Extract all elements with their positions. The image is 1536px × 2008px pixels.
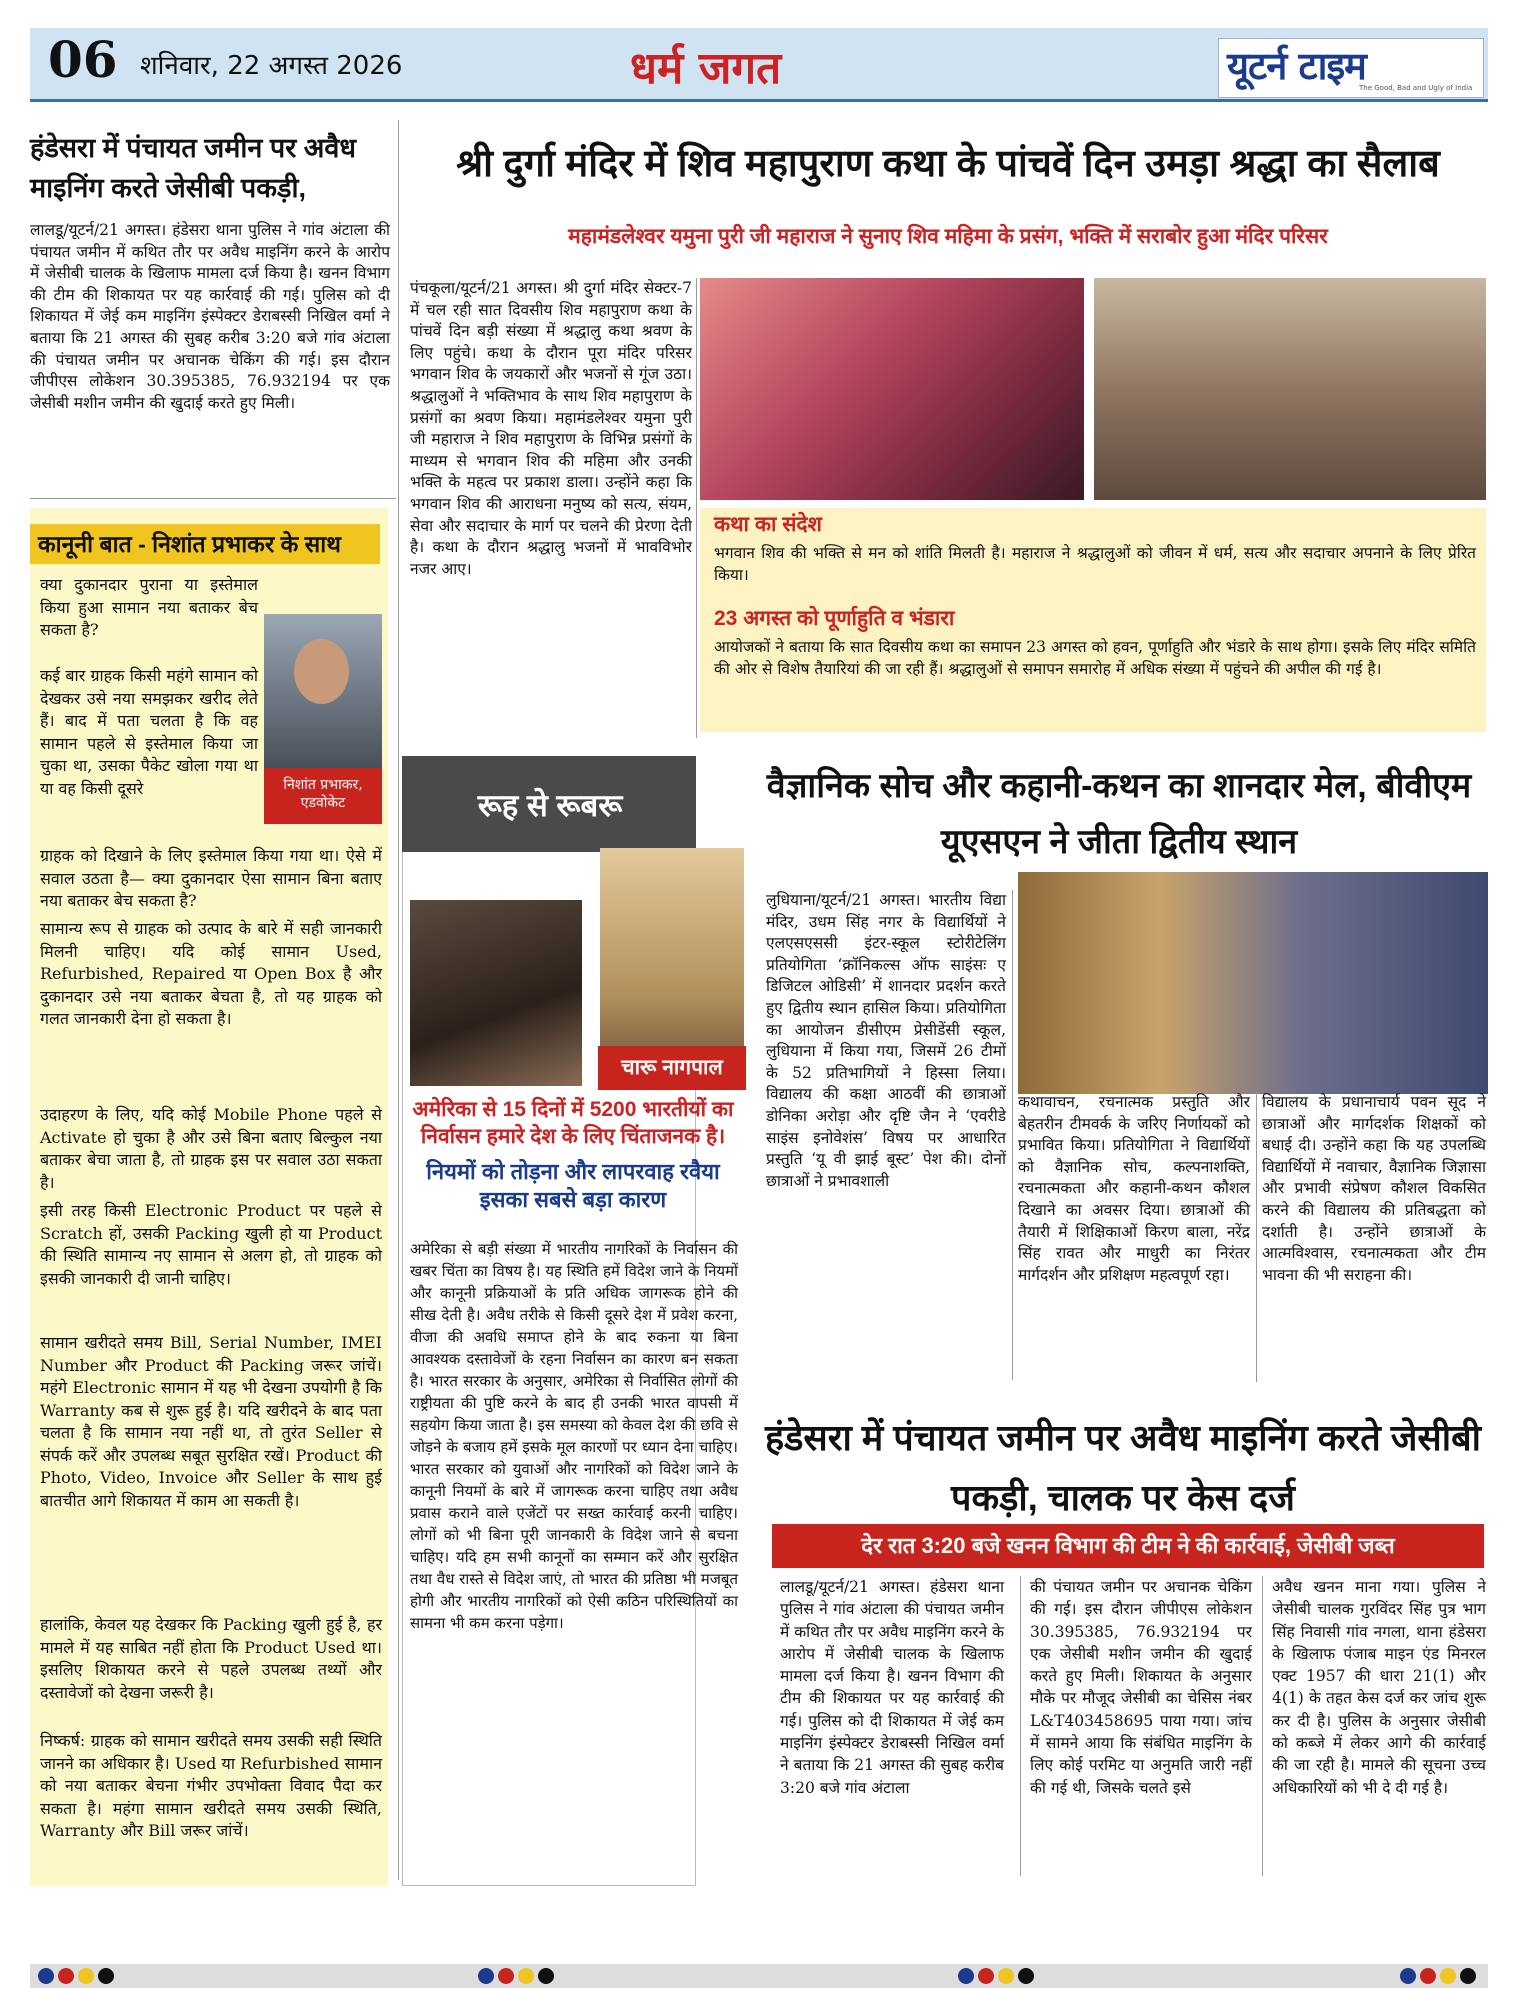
column-rule [398,120,399,1880]
legal-paragraph: उदाहरण के लिए, यदि कोई Mobile Phone पहले से Activate हो चुका है और उसे बिना बताए बिल्कुल नया बताकर बेचा जाता है, तो ग्राहक इस पर सवाल उठा सकता है। [40,1105,382,1192]
info-box-text: आयोजकों ने बताया कि सात दिवसीय कथा का समापन 23 अगस्त को हवन, पूर्णाहुति और भंडारे के साथ होगा। इसके लिए मंदिर समिति की ओर से विशेष तैयारियां की जा रही हैं। श्रद्धालुओं से समापन समारोह में अधिक संख्या में पहुंचने की अपील की गई है। [714,638,1476,678]
column-rule [1012,890,1013,1380]
registration-dot [498,1968,514,1984]
man-photo [410,900,582,1086]
footer-band [30,1964,1488,1988]
column-rule [696,278,697,738]
row-rule [30,498,396,499]
science-headline: वैज्ञानिक सोच और कहानी-कथन का शानदार मेल, बीवीएम यूएसएन ने जीता द्वितीय स्थान [766,767,1472,861]
column-rule [1256,1092,1257,1382]
page-number: 06 [48,30,118,89]
legal-paragraph: हालांकि, केवल यह देखकर कि Packing खुली हुई है, हर मामले में यह साबित नहीं होता कि Product Used था। इसलिए शिकायत करने से पहले उपलब्ध तथ्यों और दस्तावेजों को देखना जरूरी है। [40,1615,382,1702]
issue-date: शनिवार, 22 अगस्त 2026 [140,51,403,81]
info-box-title: 23 अगस्त को पूर्णाहुति व भंडारा [714,607,955,630]
legal-paragraph: कई बार ग्राहक किसी महंगे सामान को देखकर उसे नया समझकर खरीद लेते हैं। बाद में पता चलता है कि वह सामान पहले से इस्तेमाल किया जा चुका था, उसका पैकेट खोला गया था या वह किसी दूसरे [40,666,258,798]
durga-body: पंचकूला/यूटर्न/21 अगस्त। श्री दुर्गा मंदिर सेक्टर-7 में चल रही सात दिवसीय शिव महापुराण कथा के पांचवें दिन बड़ी संख्या में श्रद्धालु कथा श्रवण के लिए पहुंचे। कथा के दौरान पूरा मंदिर परिसर भगवान शिव के जयकारों और भजनों से गूंज उठा। श्रद्धालुओं ने भक्तिभाव के साथ शिव महापुराण के प्रसंगों का श्रवण किया। महामंडलेश्वर यमुना पुरी जी महाराज ने शिव महापुराण के विभिन्न प्रसंगों के माध्यम से भगवान शिव की महिमा और उनकी भक्ति के महत्व पर प्रकाश डाला। उन्होंने कहा कि भगवान शिव की आराधना मनुष्य को सत्य, संयम, सेवा और सदाचार के मार्ग पर चलने की प्रेरणा देती है। कथा के दौरान श्रद्धालु भजनों में भावविभोर नजर आए। [410,279,692,578]
registration-dot [1460,1968,1476,1984]
registration-dot [1440,1968,1456,1984]
section-title: धर्म जगत [630,43,782,94]
registration-dot [1018,1968,1034,1984]
legal-paragraph: इसी तरह किसी Electronic Product पर पहले से Scratch हों, उसकी Packing खुली हो या Product की स्थिति सामान्य नए सामान से अलग हो, तो ग्राहक को इसकी जानकारी दी जानी चाहिए। [40,1201,382,1288]
left-story-headline: हंडेसरा में पंचायत जमीन पर अवैध माइनिंग करते जेसीबी पकड़ी, [30,133,357,203]
info-box-text: भगवान शिव की भक्ति से मन को शांति मिलती है। महाराज ने श्रद्धालुओं को जीवन में धर्म, सत्य और सदाचार अपनाने के लिए प्रेरित किया। [714,544,1476,584]
column-rule [1262,1576,1263,1876]
left-story-body: लालडू/यूटर्न/21 अगस्त। हंडेसरा थाना पुलिस ने गांव अंटाला की पंचायत जमीन में कथित तौर पर अवैध माइनिंग करने के आरोप में जेसीबी चालक के खिलाफ मामला दर्ज किया है। खनन विभाग की टीम की शिकायत पर यह कार्रवाई की गई। पुलिस को दी शिकायत में जेई कम माइनिंग इंस्पेक्टर डेराबस्सी निखिल वर्मा ने बताया कि 21 अगस्त की सुबह करीब 3:20 बजे गांव अंटाला की पंचायत जमीन पर अचानक चेकिंग की गई। इस दौरान जीपीएस लोकेशन 30.395385, 76.932194 पर एक जेसीबी मशीन जमीन की खुदाई करते हुए मिली। [30,221,390,412]
opinion-body: अमेरिका से बड़ी संख्या में भारतीय नागरिकों के निर्वासन की खबर चिंता का विषय है। यह स्थिति हमें विदेश जाने के नियमों और कानूनी प्रक्रियाओं के प्रति अधिक जागरूक होने की सीख देती है। अवैध तरीके से किसी दूसरे देश में प्रवेश करना, वीजा की अवधि समाप्त होने के बाद रुकना या बिना आवश्यक दस्तावेजों के रहना निर्वासन का कारण बन सकता है। भारत सरकार के अनुसार, अमेरिका से निर्वासित लोगों की राष्ट्रीयता की पुष्टि करने के बाद ही उनकी भारत वापसी में सहयोग किया जाता है। इस समस्या को केवल देश की छवि से जोड़ने के बजाय हमें इसके मूल कारणों पर ध्यान देना चाहिए। भारत सरकार को युवाओं और नागरिकों को विदेश जाने के कानूनी नियमों के बारे में जागरूक करना चाहिए तथा अवैध प्रवास कराने वाले एजेंटों पर सख्त कार्रवाई करनी चाहिए। लोगों को भी बिना पूरी जानकारी के विदेश जाने से बचना चाहिए। यदि हम सभी कानूनों का सम्मान करें और सुरक्षित तथा वैध रास्ते से विदेश जाएं, तो भारत की प्रतिष्ठा भी मजबूत होगी और भारतीय नागरिकों को ऐसी कठिन परिस्थितियों का सामना भी कम करना पड़ेगा। [410,1240,738,1632]
legal-paragraph: क्या दुकानदार पुराना या इस्तेमाल किया हुआ सामान नया बताकर बेच सकता है? [40,575,258,639]
opinion-title: रूह से रूबरू [477,788,623,823]
devotees-photo [1094,278,1486,500]
author-caption: निशांत प्रभाकर, एडवोकेट [264,768,382,824]
logo-text: यूटर्न टाइम [1227,44,1366,88]
registration-dot [78,1968,94,1984]
mining-headline: हंडेसरा में पंचायत जमीन पर अवैध माइनिंग करते जेसीबी पकड़ी, चालक पर केस दर्ज [765,1417,1481,1518]
durga-headline: श्री दुर्गा मंदिर में शिव महापुराण कथा के पांचवें दिन उमड़ा श्रद्धा का सैलाब [456,143,1440,185]
writer-name: चारू नागपाल [598,1046,746,1090]
registration-dot [958,1968,974,1984]
durga-subheadline: महामंडलेश्वर यमुना पुरी जी महाराज ने सुनाए शिव महिमा के प्रसंग, भक्ति में सराबोर हुआ मंदिर परिसर [568,225,1328,248]
science-column-1: लुधियाना/यूटर्न/21 अगस्त। भारतीय विद्या मंदिर, उधम सिंह नगर के विद्यार्थियों ने एलएसएससी इंटर-स्कूल स्टोरीटेलिंग प्रतियोगिता ‘क्रॉनिकल्स ऑफ साइंसः ए डिजिटल ओडिसी’ में शानदार प्रदर्शन करते हुए द्वितीय स्थान हासिल किया। प्रतियोगिता का आयोजन डीसीएम प्रेसीडेंसी स्कूल, लुधियाना में किया गया, जिसमें 26 टीमों के 52 प्रतिभागियों ने हिस्सा लिया। विद्यालय की कक्षा आठवीं की छात्राओं डोनिका अरोड़ा और दृष्टि जैन ने ‘एवरीडे साइंस इनोवेशंस’ विषय पर आधारित प्रस्तुति ‘यू वी झाई बूस्ट’ पेश की। दोनों छात्राओं ने प्रभावशाली [766,891,1006,1190]
legal-column-title: कानूनी बात - निशांत प्रभाकर के साथ [30,524,380,564]
registration-dot [1420,1968,1436,1984]
mining-column-1: लालडू/यूटर्न/21 अगस्त। हंडेसरा थाना पुलिस ने गांव अंटाला की पंचायत जमीन में कथित तौर पर अवैध माइनिंग करने के आरोप में जेसीबी चालक के खिलाफ मामला दर्ज किया है। खनन विभाग की टीम की शिकायत पर यह कार्रवाई की गई। पुलिस को दी शिकायत में जेई कम माइनिंग इंस्पेक्टर डेराबस्सी निखिल वर्मा ने बताया कि 21 अगस्त की सुबह करीब 3:20 बजे गांव अंटाला [780,1578,1004,1797]
legal-paragraph: सामान खरीदते समय Bill, Serial Number, IMEI Number और Product की Packing जरूर जांचें। महंगे Electronic सामान में यह भी देखना उपयोगी है कि Warranty कब से शुरू हुई है। यदि खरीदने के बाद पता चलता है कि सामान नया नहीं था, तो तुरंत Seller से संपर्क करें और उपलब्ध सबूत सुरक्षित रखें। Product की Photo, Video, Invoice और Seller के साथ हुई बातचीत आगे शिकायत में काम आ सकती है। [40,1333,382,1510]
mining-subheadline-band: देर रात 3:20 बजे खनन विभाग की टीम ने की कार्रवाई, जेसीबी जब्त [772,1524,1484,1568]
registration-dot [478,1968,494,1984]
opinion-headline: अमेरिका से 15 दिनों में 5200 भारतीयों का निर्वासन हमारे देश के लिए चिंताजनक है। [412,1098,734,1148]
registration-dot [978,1968,994,1984]
newspaper-logo[interactable] [1218,38,1484,98]
registration-dot [58,1968,74,1984]
legal-paragraph: निष्कर्ष: ग्राहक को सामान खरीदते समय उसकी सही स्थिति जानने का अधिकार है। Used या Refurbished सामान को नया बताकर बेचना गंभीर उपभोक्ता विवाद पैदा कर सकता है। महंगा सामान खरीदते समय उसकी स्थिति, Warranty और Bill जरूर जांचें। [40,1731,382,1840]
column-rule [1020,1576,1021,1876]
info-box-title: कथा का संदेश [714,513,822,536]
legal-paragraph: सामान्य रूप से ग्राहक को उत्पाद के बारे में सही जानकारी मिलनी चाहिए। यदि कोई सामान Used, Refurbished, Repaired या Open Box है और दुकानदार उसे नया बताकर बेचता है, तो यह ग्राहक को गलत जानकारी देना हो सकता है। [40,919,382,1028]
registration-dot [98,1968,114,1984]
science-column-2: कथावाचन, रचनात्मक प्रस्तुति और बेहतरीन टीमवर्क के जरिए निर्णायकों को प्रभावित किया। प्रतियोगिता ने विद्यार्थियों को वैज्ञानिक सोच, कल्पनाशक्ति, रचनात्मकता और कहानी-कथन कौशल दिखाने का अवसर दिया। छात्राओं की तैयारी में शिक्षिकाओं किरण बाला, नरेंद्र सिंह रावत और माधुरी का निरंतर मार्गदर्शन और प्रशिक्षण महत्वपूर्ण रहा। [1018,1093,1250,1284]
registration-dot [538,1968,554,1984]
registration-dot [38,1968,54,1984]
mining-column-3: अवैध खनन माना गया। पुलिस ने जेसीबी चालक गुरविंदर सिंह पुत्र भाग सिंह निवासी गांव नगला, थाना हंडेसरा के खिलाफ पंजाब माइन एंड मिनरल एक्ट 1957 की धारा 21(1) और 4(1) के तहत केस दर्ज कर जांच शुरू कर दी है। पुलिस के अनुसार जेसीबी को कब्जे में लेकर आगे की कार्रवाई की जा रही है। मामले की सूचना उच्च अधिकारियों को भी दे दी गई है। [1272,1578,1486,1797]
opinion-subheadline: नियमों को तोड़ना और लापरवाह रवैया इसका सबसे बड़ा कारण [426,1159,720,1212]
students-photo [1018,872,1488,1094]
stage-photo [700,278,1084,500]
registration-dot [1400,1968,1416,1984]
registration-dot [518,1968,534,1984]
legal-paragraph: ग्राहक को दिखाने के लिए इस्तेमाल किया गया था। ऐसे में सवाल उठता है— क्या दुकानदार ऐसा सामान बिना बताए नया बताकर बेच सकता है? [40,846,382,910]
mining-column-2: की पंचायत जमीन पर अचानक चेकिंग की गई। इस दौरान जीपीएस लोकेशन 30.395385, 76.932194 पर एक जेसीबी मशीन जमीन की खुदाई करते हुए मिली। शिकायत के अनुसार मौके पर मौजूद जेसीबी का चेसिस नंबर L&T403458695 पाया गया। जांच में सामने आया कि संबंधित माइनिंग के लिए कोई परमिट या अनुमति जारी नहीं की गई थी, जिसके चलते इसे [1030,1578,1252,1797]
registration-dot [998,1968,1014,1984]
science-column-3: विद्यालय के प्रधानाचार्य पवन सूद ने छात्राओं और मार्गदर्शक शिक्षकों को बधाई दी। उन्होंने कहा कि यह उपलब्धि विद्यार्थियों में नवाचार, वैज्ञानिक जिज्ञासा और प्रभावी संप्रेषण कौशल विकसित करने की विद्यालय की प्रतिबद्धता को दर्शाती है। उन्होंने छात्राओं के आत्मविश्वास, रचनात्मकता और टीम भावना की भी सराहना की। [1262,1093,1486,1284]
logo-tagline: The Good, Bad and Ugly of India [1359,84,1473,92]
